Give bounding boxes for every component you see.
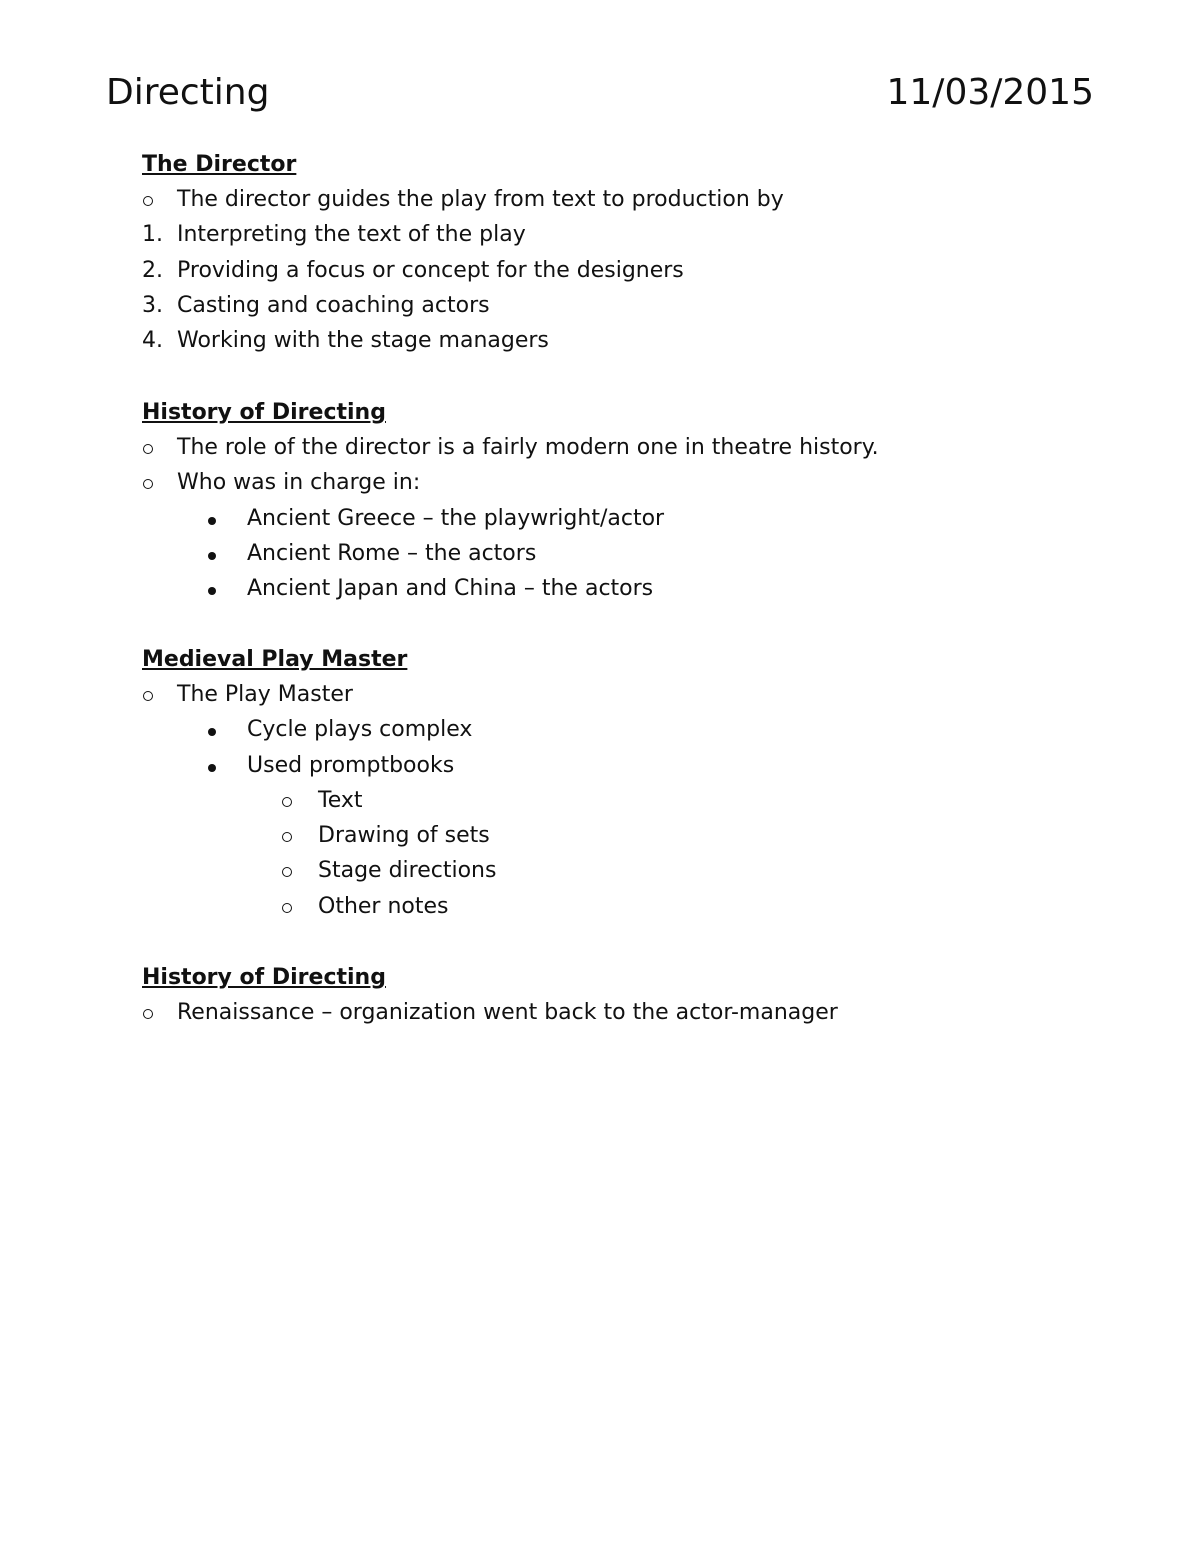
hollow-bullet-icon — [281, 889, 292, 924]
bullet-icon — [208, 501, 216, 536]
hollow-bullet-icon — [142, 677, 153, 712]
list-item: The director guides the play from text to production by — [142, 182, 296, 217]
hollow-bullet-icon — [281, 783, 292, 818]
bullet-icon — [208, 571, 216, 606]
list-item: The role of the director is a fairly modern one in theatre history. — [142, 430, 386, 465]
list-item: Other notes — [142, 889, 407, 924]
section-medieval-play-master — [142, 642, 497, 924]
bullet-icon — [208, 712, 216, 747]
hollow-bullet-icon — [142, 182, 153, 217]
section-heading: The Director — [142, 152, 297, 177]
list-item: The Play Master — [142, 677, 407, 712]
item-number: 1. — [142, 222, 163, 248]
bullet-icon — [208, 536, 216, 571]
item-number: 2. — [142, 257, 163, 283]
document-date: 11/03/2015 — [886, 72, 1094, 113]
document-title: Directing — [106, 72, 270, 113]
list-item: Who was in charge in: — [142, 465, 386, 500]
numbered-item: 2. Providing a focus or concept for the designers — [142, 253, 296, 288]
item-number: 3. — [142, 292, 163, 318]
list-item: Ancient Greece – the playwright/actor — [142, 501, 386, 536]
hollow-bullet-icon — [142, 430, 153, 465]
list-item: Text — [142, 783, 407, 818]
list-item: Renaissance – organization went back to the actor-manager — [142, 995, 386, 1030]
list-item: Used promptbooks — [142, 748, 407, 783]
hollow-bullet-icon — [142, 465, 153, 500]
section-heading: History of Directing — [142, 965, 386, 990]
numbered-item: 4. Working with the stage managers — [142, 323, 296, 358]
list-item: Ancient Rome – the actors — [142, 536, 386, 571]
section-heading: Medieval Play Master — [142, 647, 408, 672]
section-history-of-directing-2 — [142, 960, 838, 1030]
section-the-director — [142, 147, 784, 358]
numbered-item: 3. Casting and coaching actors — [142, 288, 296, 323]
hollow-bullet-icon — [142, 995, 153, 1030]
list-item: Ancient Japan and China – the actors — [142, 571, 386, 606]
document-header — [106, 70, 1094, 120]
numbered-item: 1. Interpreting the text of the play — [142, 217, 296, 252]
section-heading: History of Directing — [142, 400, 386, 425]
section-history-of-directing — [142, 395, 879, 606]
hollow-bullet-icon — [281, 853, 292, 888]
list-item: Stage directions — [142, 853, 407, 888]
list-item: Drawing of sets — [142, 818, 407, 853]
item-number: 4. — [142, 328, 163, 354]
bullet-icon — [208, 748, 216, 783]
list-item: Cycle plays complex — [142, 712, 407, 747]
hollow-bullet-icon — [281, 818, 292, 853]
